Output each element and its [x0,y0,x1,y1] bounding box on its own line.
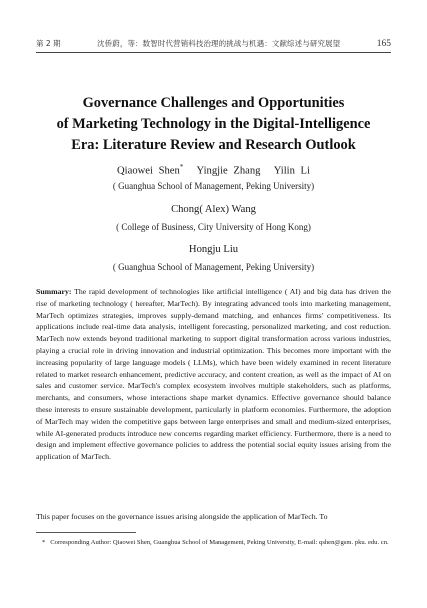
affiliation-1: ( Guanghua School of Management, Peking University) [112,181,315,191]
affiliation-3: ( Guanghua School of Management, Peking University) [112,262,315,272]
abstract [36,286,391,463]
author-name: Yilin Li [273,165,310,177]
footnote-rule [36,532,136,533]
author-name: Yingjie Zhang [196,165,261,177]
author-line-3: Hongju Liu [188,244,239,255]
page-number: 165 [376,39,391,49]
author-name: Qiaowei Shen [117,165,180,177]
affiliation-2: ( College of Business, City University of Hong Kong) [116,222,311,232]
body-paragraph: This paper focuses on the governance issues arising alongside the application of MarTech. To [36,512,328,521]
title-line-1: Governance Challenges and Opportunities [82,95,345,111]
author-line-2: Chong( Alex) Wang [171,204,256,215]
footnote-text: Corresponding Author: Qiaowei Shen, Guanghua School of Management, Peking University, E-mail: qshen@gsm. pku. edu. cn. [50,539,389,546]
footnote [36,538,391,548]
abstract-text: The rapid development of technologies like artificial intelligence ( AI) and big data has driven the rise of marketing technology ( hereafter, MarTech). By integrating advanced tools into marketing management, MarTech optimizes strategies, improves supply-demand matching, and enhances firms' competitiveness. Its applications include real-time data analysis, intelligent forecasting, personalized marketing, and cost reduction. MarTech now extends beyond traditional marketing to support digital transformation across various industries, playing a crucial role in driving innovation and industrial optimization. This becomes more important with the increasing popularity of large language models ( LLMs), which have been widely examined in recent literature related to market research enhancement, predictive accuracy, and content creation, as well as the impact of AI on sales and customer service. MarTech's complex ecosystem involves multiple stakeholders, such as platforms, merchants, and consumers, whose interactions shape market dynamics. Effective governance should balance these interests to ensure sustainable development, particularly in platform economies. Furthermore, the adoption of MarTech may widen the competitive gaps between large enterprises and small and medium-sized enterprises, while AI-generated products introduce new concerns regarding market efficiency. Furthermore, there is a need to design and implement effective governance policies to address the potential social equity issues arising from the application of MarTech. [36,287,392,462]
author-line-1 [0,163,427,177]
title-line-3: Era: Literature Review and Research Outlook [71,137,356,153]
header-rule [36,52,391,53]
corresponding-mark: * [179,163,184,171]
abstract-label: Summary: [36,287,72,296]
running-title: 沈侨蔚，等：数智时代营销科技治理的挑战与机遇：文献综述与研究展望 [97,39,341,48]
issue-number: 第 2 期 [36,39,61,48]
title-line-2: of Marketing Technology in the Digital-Intelligence [56,116,371,132]
running-header [36,38,391,49]
paper-title [30,93,397,156]
footnote-mark: * [42,539,46,546]
